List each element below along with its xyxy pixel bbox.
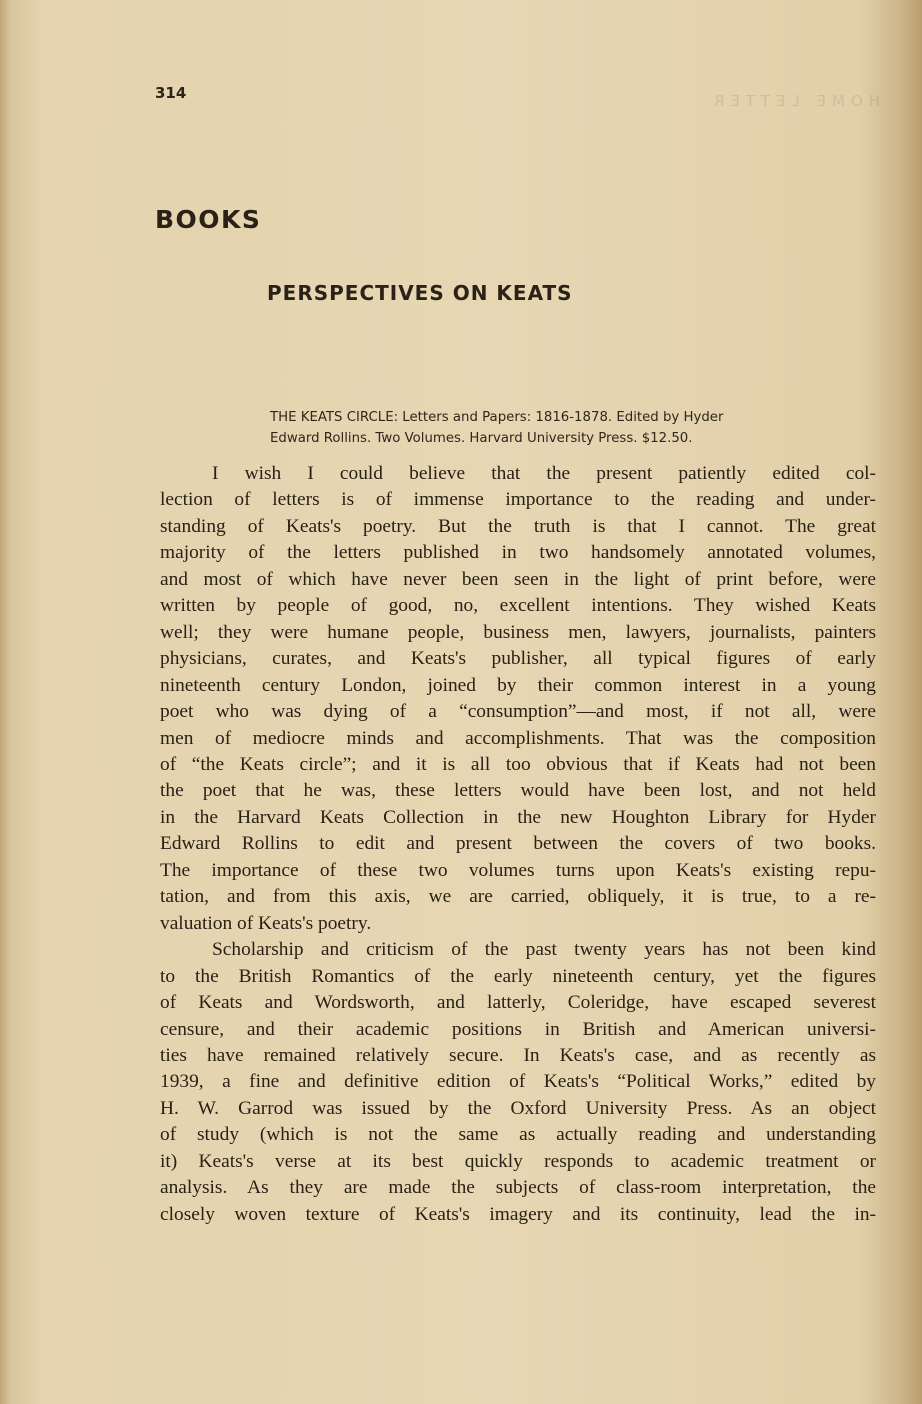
text-line: ties have remained relatively secure. In Keats's case, and as recently as [160, 1044, 876, 1066]
text-line: written by people of good, no, excellent intentions. They wished Keats [160, 595, 876, 617]
text-line: 1939, a fine and definitive edition of Keats's “Political Works,” edited by [160, 1071, 876, 1093]
text-line: men of mediocre minds and accomplishments. That was the composition [160, 727, 876, 749]
text-line: closely woven texture of Keats's imagery and its continuity, lead the in- [160, 1203, 876, 1225]
text-line: of study (which is not the same as actually reading and understanding [160, 1124, 876, 1146]
section-heading: BOOKS [155, 205, 262, 234]
book-citation [270, 407, 880, 449]
review-body [160, 461, 876, 1228]
text-line: and most of which have never been seen in the light of print before, were [160, 568, 876, 590]
text-line: valuation of Keats's poetry. [160, 912, 372, 934]
text-line: in the Harvard Keats Collection in the new Houghton Library for Hyder [160, 806, 876, 828]
text-line: H. W. Garrod was issued by the Oxford University Press. As an object [160, 1097, 876, 1119]
citation-line: THE KEATS CIRCLE: Letters and Papers: 1816-1878. Edited by Hyder [270, 410, 724, 425]
text-line: poet who was dying of a “consumption”—and most, if not all, were [160, 701, 876, 723]
text-line: majority of the letters published in two handsomely annotated volumes, [160, 542, 876, 564]
text-line: the poet that he was, these letters would have been lost, and not held [160, 780, 876, 802]
text-line: censure, and their academic positions in British and American universi- [160, 1018, 876, 1040]
text-line: Edward Rollins to edit and present between the covers of two books. [160, 833, 876, 855]
text-line: tation, and from this axis, we are carried, obliquely, it is true, to a re- [160, 886, 876, 908]
text-line: of “the Keats circle”; and it is all too obvious that if Keats had not been [160, 753, 876, 775]
text-line: lection of letters is of immense importance to the reading and under- [160, 489, 876, 511]
text-line: nineteenth century London, joined by their common interest in a young [160, 674, 876, 696]
citation-line: Edward Rollins. Two Volumes. Harvard University Press. $12.50. [270, 431, 693, 446]
paragraph-2 [160, 937, 876, 1228]
text-line: Scholarship and criticism of the past twenty years has not been kind [212, 939, 876, 961]
bleed-through-text: HOME LETTER [707, 92, 880, 110]
article-title: PERSPECTIVES ON KEATS [267, 281, 573, 305]
text-line: to the British Romantics of the early nineteenth century, yet the figures [160, 965, 876, 987]
text-line: well; they were humane people, business men, lawyers, journalists, painters [160, 621, 876, 643]
text-line: physicians, curates, and Keats's publisher, all typical figures of early [160, 648, 876, 670]
text-line: it) Keats's verse at its best quickly responds to academic treatment or [160, 1150, 876, 1172]
paragraph-1 [160, 461, 876, 937]
text-line: standing of Keats's poetry. But the truth is that I cannot. The great [160, 515, 876, 537]
text-line: I wish I could believe that the present patiently edited col- [212, 463, 876, 484]
text-line: The importance of these two volumes turns upon Keats's existing repu- [160, 859, 876, 881]
text-line: of Keats and Wordsworth, and latterly, Coleridge, have escaped severest [160, 992, 876, 1014]
page-number: 314 [155, 84, 187, 102]
text-line: analysis. As they are made the subjects of class-room interpretation, the [160, 1177, 876, 1199]
